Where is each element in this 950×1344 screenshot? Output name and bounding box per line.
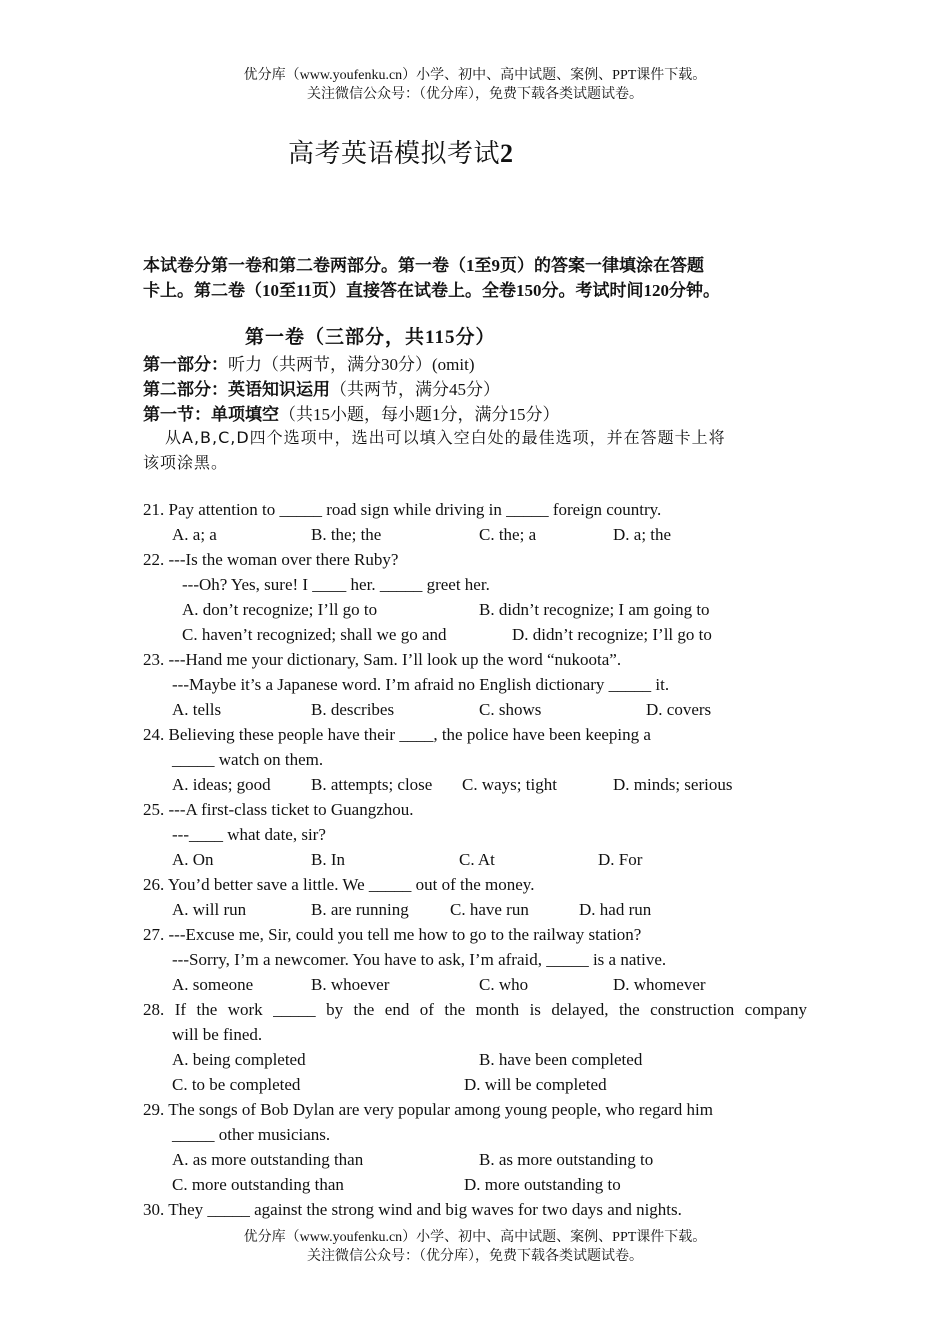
question-23-option-d: D. covers (646, 700, 712, 719)
question-27-option-d: D. whomever (613, 975, 706, 994)
title-number: 2 (500, 139, 514, 168)
part1-label: 第一部分： (143, 355, 228, 374)
question-26-option-d: D. had run (579, 900, 652, 919)
section1-detail: （共15小题，每小题1分，满分15分） (279, 405, 560, 424)
question-24-line-2: _____ watch on them. (172, 750, 324, 769)
question-25-option-a: A. On (172, 850, 214, 869)
question-27-option-c: C. who (479, 975, 529, 994)
question-27-option-b: B. whoever (311, 975, 390, 994)
question-29-option-a: A. as more outstanding than (172, 1150, 364, 1169)
intro-line-2: 卡上。第二卷（10至11页）直接答在试卷上。全卷150分。考试时间120分钟。 (143, 281, 721, 300)
question-28-option-a: A. being completed (172, 1050, 306, 1069)
question-23-option-b: B. describes (311, 700, 395, 719)
instructions-line-2: 该项涂黑。 (143, 453, 229, 472)
question-27-stem: 27. ---Excuse me, Sir, could you tell me how to go to the railway station? (143, 925, 642, 944)
question-29-option-b: B. as more outstanding to (479, 1150, 654, 1169)
question-24-option-c: C. ways; tight (462, 775, 557, 794)
part1-heading (143, 350, 475, 375)
question-23-option-c: C. shows (479, 700, 542, 719)
question-21-option-d: D. a; the (613, 525, 672, 544)
intro-line-1: 本试卷分第一卷和第二卷两部分。第一卷（1至9页）的答案一律填涂在答题 (143, 256, 704, 275)
question-28-option-c: C. to be completed (172, 1075, 301, 1094)
question-23-line-2: ---Maybe it’s a Japanese word. I’m afraid no English dictionary _____ it. (172, 675, 670, 694)
question-22-option-b: B. didn’t recognize; I am going to (479, 600, 710, 619)
question-28-stem: 28. If the work _____ by the end of the month is delayed, the construction company (143, 1000, 807, 1019)
question-26-option-c: C. have run (450, 900, 529, 919)
question-30-stem: 30. They _____ against the strong wind and big waves for two days and nights. (143, 1200, 682, 1219)
section1-heading (143, 400, 560, 425)
part2-detail: （共两节，满分45分） (330, 380, 500, 399)
question-22-line-2: ---Oh? Yes, sure! I ____ her. _____ greet her. (182, 575, 490, 594)
page-title (288, 133, 514, 170)
question-22-option-d: D. didn’t recognize; I’ll go to (512, 625, 712, 644)
question-25-line-2: ---____ what date, sir? (172, 825, 326, 844)
question-25-option-d: D. For (598, 850, 643, 869)
section1-label: 第一节：单项填空 (143, 405, 279, 424)
question-28-option-b: B. have been completed (479, 1050, 643, 1069)
question-21-option-c: C. the; a (479, 525, 537, 544)
header-line-1: 优分库（www.youfenku.cn）小学、初中、高中试题、案例、PPT课件下载。 (243, 68, 707, 83)
question-28-line-2: will be fined. (172, 1025, 263, 1044)
question-26-option-b: B. are running (311, 900, 409, 919)
question-24-stem: 24. Believing these people have their ____, the police have been keeping a (143, 725, 651, 744)
title-text: 高考英语模拟考试 (288, 139, 501, 168)
question-22-option-c: C. haven’t recognized; shall we go and (182, 625, 447, 644)
question-24-option-d: D. minds; serious (613, 775, 733, 794)
question-23-stem: 23. ---Hand me your dictionary, Sam. I’ll look up the word “nukoota”. (143, 650, 622, 669)
question-23-option-a: A. tells (172, 700, 222, 719)
footer-line-1: 优分库（www.youfenku.cn）小学、初中、高中试题、案例、PPT课件下载。 (243, 1230, 707, 1245)
footer-line-2: 关注微信公众号：（优分库），免费下载各类试题试卷。 (307, 1249, 643, 1264)
question-26-stem: 26. You’d better save a little. We _____ out of the money. (143, 875, 535, 894)
question-22-stem: 22. ---Is the woman over there Ruby? (143, 550, 399, 569)
part1-name: 听力 (228, 355, 262, 374)
question-29-line-2: _____ other musicians. (172, 1125, 331, 1144)
part2-heading (143, 375, 500, 400)
volume-title: 第一卷（三部分，共115分） (245, 327, 496, 348)
question-25-stem: 25. ---A first-class ticket to Guangzhou. (143, 800, 414, 819)
question-27-option-a: A. someone (172, 975, 254, 994)
question-29-option-c: C. more outstanding than (172, 1175, 344, 1194)
header-line-2: 关注微信公众号：（优分库），免费下载各类试题试卷。 (307, 87, 643, 102)
question-21-stem: 21. Pay attention to _____ road sign while driving in _____ foreign country. (143, 500, 662, 519)
question-28-option-d: D. will be completed (464, 1075, 607, 1094)
question-24-option-b: B. attempts; close (311, 775, 433, 794)
question-27-line-2: ---Sorry, I’m a newcomer. You have to ask, I’m afraid, _____ is a native. (172, 950, 667, 969)
question-29-option-d: D. more outstanding to (464, 1175, 621, 1194)
question-22-option-a: A. don’t recognize; I’ll go to (182, 600, 378, 619)
question-21-option-a: A. a; a (172, 525, 217, 544)
question-29-stem: 29. The songs of Bob Dylan are very popular among young people, who regard him (143, 1100, 714, 1119)
part2-label: 第二部分：英语知识运用 (143, 380, 330, 399)
question-25-option-c: C. At (459, 850, 495, 869)
question-24-option-a: A. ideas; good (172, 775, 271, 794)
question-21-option-b: B. the; the (311, 525, 382, 544)
part1-detail: （共两节，满分30分）(omit) (262, 355, 475, 374)
question-25-option-b: B. In (311, 850, 345, 869)
question-26-option-a: A. will run (172, 900, 247, 919)
instructions-line-1: 从A,B,C,D四个选项中，选出可以填入空白处的最佳选项，并在答题卡上将 (165, 428, 726, 447)
